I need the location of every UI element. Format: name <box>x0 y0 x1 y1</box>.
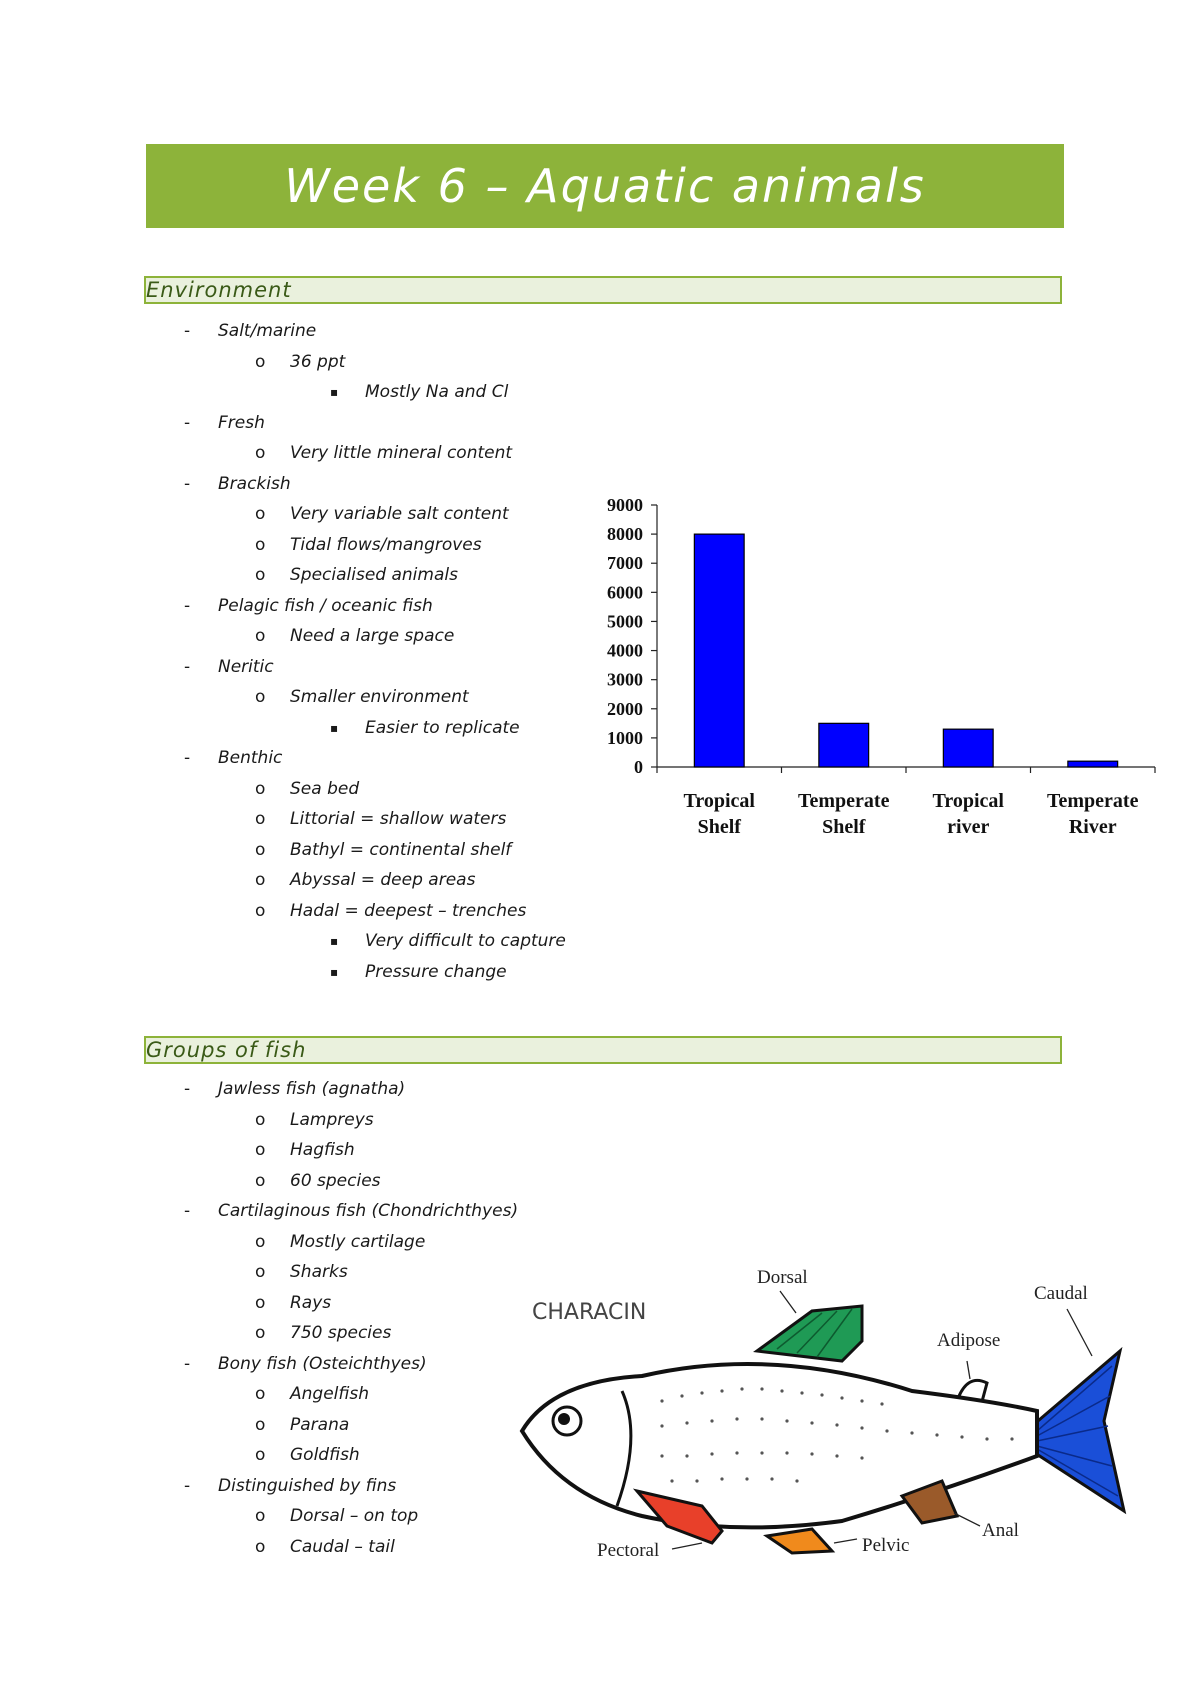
list-item-level-2: Hagfish <box>290 1140 355 1160</box>
y-tick-label: 9000 <box>607 495 643 515</box>
list-bullet: ▪ <box>330 934 339 948</box>
list-item-level-2: Need a large space <box>290 626 455 646</box>
list-item-level-2: 750 species <box>290 1323 392 1343</box>
list-bullet: o <box>255 443 266 463</box>
list-bullet: - <box>184 657 191 677</box>
x-tick-label: Temperate <box>1047 790 1139 812</box>
x-tick-label: Temperate <box>798 790 890 812</box>
list-item-level-3: Very difficult to capture <box>365 931 566 951</box>
list-item-level-2: Lampreys <box>290 1110 374 1130</box>
label-pectoral: Pectoral <box>597 1540 660 1561</box>
list-bullet: ▪ <box>330 965 339 979</box>
list-item-level-1: Salt/marine <box>218 321 317 341</box>
list-item-level-2: Angelfish <box>290 1384 369 1404</box>
list-item-level-2: Very variable salt content <box>290 504 509 524</box>
list-bullet: - <box>184 596 191 616</box>
y-tick-label: 1000 <box>607 727 643 748</box>
list-item-level-1: Cartilaginous fish (Chondrichthyes) <box>218 1201 519 1221</box>
list-bullet: o <box>255 1445 266 1465</box>
fish-pupil <box>558 1413 570 1425</box>
list-bullet: o <box>255 687 266 707</box>
list-bullet: - <box>184 321 191 341</box>
list-item-level-2: Mostly cartilage <box>290 1232 426 1252</box>
list-bullet: o <box>255 1110 266 1130</box>
list-bullet: o <box>255 535 266 555</box>
label-adipose: Adipose <box>937 1330 1001 1351</box>
list-item-level-1: Bony fish (Osteichthyes) <box>218 1354 427 1374</box>
y-tick-label: 3000 <box>607 669 643 690</box>
bar <box>819 723 869 767</box>
list-item-level-2: Sharks <box>290 1262 348 1282</box>
list-item-level-2: Hadal = deepest – trenches <box>290 901 527 921</box>
list-item-level-1: Brackish <box>218 474 291 494</box>
list-item-level-2: Parana <box>290 1415 350 1435</box>
list-bullet: o <box>255 565 266 585</box>
list-bullet: ▪ <box>330 721 339 735</box>
list-bullet: - <box>184 748 191 768</box>
list-item-level-2: 60 species <box>290 1171 381 1191</box>
list-bullet: o <box>255 1415 266 1435</box>
list-bullet: o <box>255 352 266 372</box>
y-tick-label: 7000 <box>607 553 643 574</box>
list-bullet: - <box>184 1079 191 1099</box>
list-bullet: o <box>255 1506 266 1526</box>
list-bullet: o <box>255 1262 266 1282</box>
y-tick-label: 8000 <box>607 524 643 545</box>
list-item-level-2: Very little mineral content <box>290 443 513 463</box>
x-tick-label: Tropical <box>932 790 1004 812</box>
y-tick-label: 5000 <box>607 611 643 632</box>
x-tick-label: River <box>1068 816 1117 838</box>
list-item-level-2: Caudal – tail <box>290 1537 395 1557</box>
list-item-level-1: Pelagic fish / oceanic fish <box>218 596 433 616</box>
list-item-level-2: Dorsal – on top <box>290 1506 419 1526</box>
label-dorsal: Dorsal <box>757 1267 808 1288</box>
list-item-level-1: Jawless fish (agnatha) <box>218 1079 406 1099</box>
y-tick-label: 2000 <box>607 698 643 719</box>
list-bullet: ▪ <box>330 385 339 399</box>
list-item-level-2: Goldfish <box>290 1445 360 1465</box>
section-heading-environment <box>144 276 1062 304</box>
list-item-level-2: Smaller environment <box>290 687 469 707</box>
list-item-level-2: Sea bed <box>290 779 360 799</box>
list-item-level-2: Specialised animals <box>290 565 458 585</box>
list-bullet: o <box>255 1232 266 1252</box>
y-tick-label: 0 <box>634 757 643 777</box>
list-item-level-3: Mostly Na and Cl <box>365 382 509 402</box>
bar <box>694 534 744 767</box>
page-title: Week 6 – Aquatic animals <box>284 159 926 213</box>
list-bullet: o <box>255 809 266 829</box>
x-tick-label: Shelf <box>697 816 741 838</box>
list-bullet: o <box>255 870 266 890</box>
y-tick-label: 6000 <box>607 582 643 603</box>
list-bullet: o <box>255 1171 266 1191</box>
list-bullet: o <box>255 1384 266 1404</box>
list-item-level-1: Benthic <box>218 748 283 768</box>
y-tick-label: 4000 <box>607 640 643 661</box>
label-pelvic: Pelvic <box>862 1535 910 1556</box>
x-tick-label: river <box>947 816 990 838</box>
title-banner <box>146 144 1064 228</box>
list-bullet: - <box>184 1354 191 1374</box>
section-heading-groups <box>144 1036 1062 1064</box>
bar <box>943 729 993 767</box>
list-bullet: o <box>255 1537 266 1557</box>
handwritten-title: CHARACIN <box>532 1300 647 1325</box>
characin-fish-diagram <box>512 1261 1132 1569</box>
section-heading-text: Groups of fish <box>146 1038 307 1062</box>
list-bullet: o <box>255 840 266 860</box>
list-bullet: - <box>184 1476 191 1496</box>
list-item-level-2: Tidal flows/mangroves <box>290 535 482 555</box>
x-tick-label: Shelf <box>822 816 866 838</box>
list-bullet: o <box>255 1323 266 1343</box>
list-bullet: o <box>255 1293 266 1313</box>
list-bullet: - <box>184 1201 191 1221</box>
habitat-bar-chart <box>575 495 1175 855</box>
list-item-level-2: Rays <box>290 1293 332 1313</box>
list-bullet: o <box>255 779 266 799</box>
list-item-level-2: Bathyl = continental shelf <box>290 840 512 860</box>
list-bullet: o <box>255 901 266 921</box>
list-item-level-1: Neritic <box>218 657 274 677</box>
label-caudal: Caudal <box>1034 1283 1088 1304</box>
list-item-level-1: Fresh <box>218 413 265 433</box>
x-tick-label: Tropical <box>683 790 755 812</box>
list-bullet: - <box>184 474 191 494</box>
list-item-level-2: 36 ppt <box>290 352 346 372</box>
list-item-level-1: Distinguished by fins <box>218 1476 397 1496</box>
list-item-level-3: Easier to replicate <box>365 718 520 738</box>
list-bullet: o <box>255 1140 266 1160</box>
list-item-level-3: Pressure change <box>365 962 507 982</box>
list-bullet: o <box>255 626 266 646</box>
bar <box>1068 761 1118 767</box>
list-item-level-2: Littorial = shallow waters <box>290 809 507 829</box>
list-bullet: - <box>184 413 191 433</box>
section-heading-text: Environment <box>146 278 292 302</box>
label-anal: Anal <box>982 1520 1019 1541</box>
list-item-level-2: Abyssal = deep areas <box>290 870 476 890</box>
list-bullet: o <box>255 504 266 524</box>
